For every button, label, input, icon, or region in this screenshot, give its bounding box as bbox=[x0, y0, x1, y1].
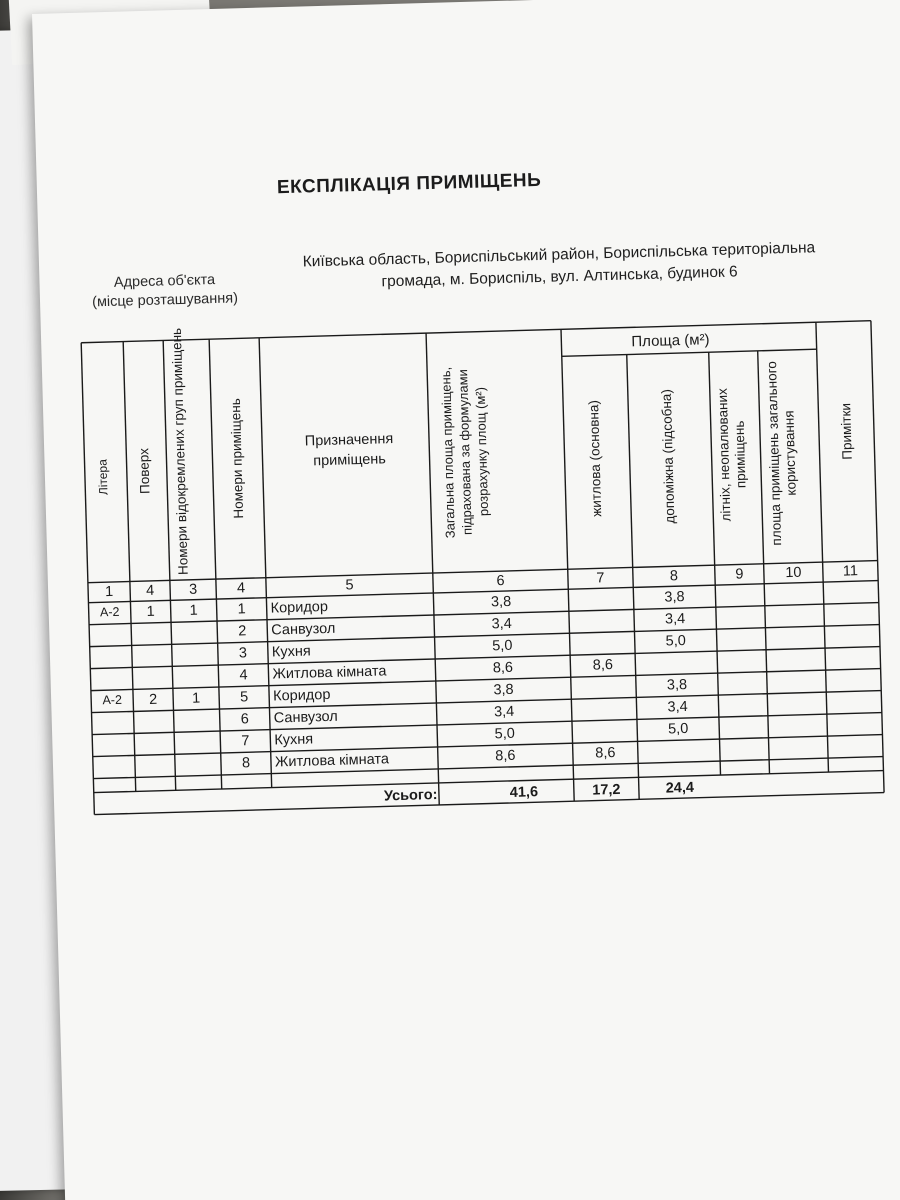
cell-aux-area: 3,8 bbox=[666, 676, 688, 694]
column-number: 7 bbox=[596, 570, 605, 587]
cell-purpose: Житлова кімната bbox=[272, 663, 387, 683]
cell-group: 1 bbox=[191, 690, 201, 707]
column-number: 3 bbox=[188, 581, 198, 598]
cell-living-area: 8,6 bbox=[592, 657, 614, 674]
header-groups: Номери відокремлених груп приміщень bbox=[168, 327, 191, 576]
cell-litera: А-2 bbox=[99, 604, 120, 620]
cell-litera: А-2 bbox=[102, 692, 123, 708]
cell-total-area: 5,0 bbox=[494, 725, 516, 743]
totals-aux: 24,4 bbox=[665, 779, 695, 797]
address-label: Адреса об'єкта (місце розташування) bbox=[91, 271, 239, 311]
header-purpose: Призначення приміщень bbox=[304, 431, 394, 470]
cell-room-number: 8 bbox=[241, 755, 251, 772]
column-number: 10 bbox=[785, 564, 802, 582]
header-living: житлова (основна) bbox=[586, 399, 605, 517]
cell-total-area: 3,4 bbox=[491, 615, 513, 633]
cell-total-area: 3,8 bbox=[493, 681, 514, 699]
header-common: площа приміщень загального користування bbox=[763, 361, 799, 546]
cell-total-area: 8,6 bbox=[495, 747, 516, 765]
cell-floor: 1 bbox=[146, 603, 155, 621]
cell-purpose: Житлова кімната bbox=[274, 751, 390, 771]
column-number: 8 bbox=[669, 568, 679, 585]
cell-purpose: Кухня bbox=[274, 731, 314, 749]
cell-purpose: Санвузол bbox=[271, 620, 336, 639]
cell-room-number: 4 bbox=[239, 667, 248, 684]
totals-living: 17,2 bbox=[592, 781, 621, 799]
cell-room-number: 7 bbox=[241, 733, 250, 750]
cell-total-area: 3,8 bbox=[490, 593, 512, 611]
cell-purpose: Коридор bbox=[272, 686, 331, 705]
cell-room-number: 6 bbox=[240, 711, 250, 728]
cell-aux-area: 3,4 bbox=[664, 610, 686, 628]
column-number: 9 bbox=[735, 566, 744, 583]
column-number: 1 bbox=[104, 583, 114, 601]
cell-purpose: Санвузол bbox=[273, 708, 339, 727]
document-page bbox=[32, 0, 900, 1200]
header-notes: Примітки bbox=[838, 402, 855, 460]
cell-room-number: 2 bbox=[238, 623, 247, 640]
column-number: 11 bbox=[842, 563, 859, 580]
cell-aux-area: 5,0 bbox=[667, 720, 689, 738]
cell-aux-area: 5,0 bbox=[665, 632, 687, 650]
column-number: 5 bbox=[345, 577, 354, 594]
header-floor: Поверх bbox=[136, 447, 153, 495]
address-text: Київська область, Бориспільський район, Бориспільська територіальна громада, м. Бориспіль, вул. Алтинська, будинок 6 bbox=[302, 239, 816, 291]
totals-total: 41,6 bbox=[509, 784, 539, 801]
cell-total-area: 8,6 bbox=[492, 659, 514, 677]
header-total-area: Загальна площа приміщень, підрахована за формулами розрахунку площ (м²) bbox=[438, 366, 492, 539]
cell-aux-area: 3,4 bbox=[667, 698, 688, 716]
header-summer: літніх, неопалюваних приміщень bbox=[714, 387, 749, 522]
cell-purpose: Коридор bbox=[270, 598, 329, 617]
header-room-numbers: Номери приміщень bbox=[227, 398, 247, 519]
totals-label: Усього: bbox=[383, 786, 438, 805]
cell-living-area: 8,6 bbox=[595, 745, 616, 762]
cell-room-number: 1 bbox=[237, 601, 246, 618]
column-number: 6 bbox=[496, 573, 505, 590]
document-title: ЕКСПЛІКАЦІЯ ПРИМІЩЕНЬ bbox=[276, 169, 542, 199]
cell-total-area: 5,0 bbox=[492, 637, 513, 655]
column-number: 4 bbox=[145, 582, 155, 600]
cell-aux-area: 3,8 bbox=[664, 589, 685, 606]
column-number: 4 bbox=[236, 580, 246, 597]
cell-room-number: 3 bbox=[238, 645, 248, 662]
cell-group: 1 bbox=[189, 602, 198, 619]
cell-room-number: 5 bbox=[239, 689, 249, 706]
cell-floor: 2 bbox=[148, 691, 158, 708]
cell-total-area: 3,4 bbox=[493, 703, 515, 721]
header-auxiliary: допоміжна (підсобна) bbox=[658, 388, 678, 524]
header-litera: Літера bbox=[95, 459, 111, 496]
header-area-group: Площа (м²) bbox=[631, 331, 710, 351]
cell-purpose: Кухня bbox=[271, 643, 311, 661]
